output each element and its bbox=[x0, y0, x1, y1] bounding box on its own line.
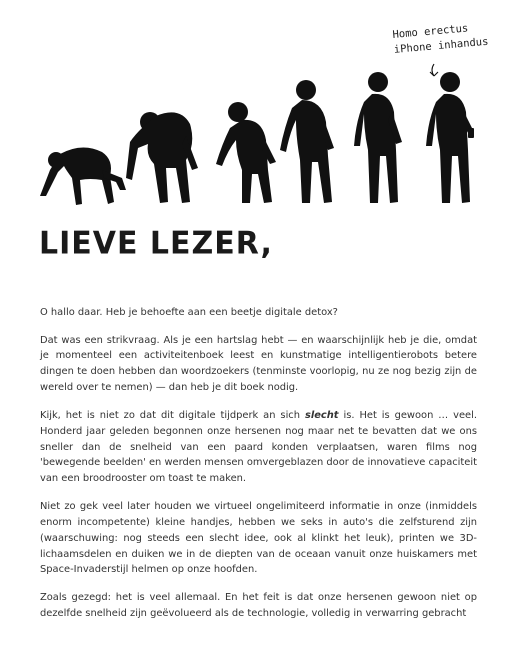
paragraph-2: Dat was een strikvraag. Als je een hartslag hebt — en waarschijnlijk heb je die, omdat je momenteel een activiteitenboek leest en kunstmatige intelligentierobots betere dingen te doen hebben dan woordzoekers (tenminste voorlopig, nu ze nog bezig zijn de wereld over te nemen) — dan heb je dit boek nodig. bbox=[40, 334, 477, 394]
body-text bbox=[40, 305, 477, 633]
ape-silhouette bbox=[126, 112, 198, 203]
emphasis-slecht: slecht bbox=[304, 409, 339, 421]
annotation-line-1: Homo erectus bbox=[392, 22, 469, 41]
paragraph-4: Niet zo gek veel later houden we virtueel ongelimiteerd informatie in onze (inmiddels enorm incompetente) kleine handjes, hebben we seks in auto's die zelfsturend zijn (waarschuwing: nog steeds een slecht idee, ook al klinkt het leuk), printen we 3D-lichaamsdelen en duiken we in de diepten van de oceaan vanuit onze huiskamers met Space-Invaderstijl helmen op onze hoofden. bbox=[40, 500, 477, 576]
neanderthal-silhouette bbox=[280, 80, 334, 203]
paragraph-1: O hallo daar. Heb je behoefte aan een beetje digitale detox? bbox=[40, 307, 338, 318]
phone-icon bbox=[468, 128, 474, 138]
paragraph-3 bbox=[40, 408, 477, 488]
annotation-line-2: iPhone inhandus bbox=[393, 35, 489, 56]
hand-drawn-arrow-icon bbox=[430, 64, 438, 76]
human-silhouette bbox=[354, 72, 402, 203]
page-heading: LIEVE LEZER, bbox=[39, 225, 273, 262]
paragraph-5: Zoals gezegd: het is veel allemaal. En het feit is dat onze hersenen gewoon niet op dezelfde snelheid zijn geëvolueerd als de technologie, volledig in verwarring gebracht bbox=[40, 591, 477, 619]
paragraph-3-end: is. Het is gewoon … veel. Honderd jaar geleden begonnen onze hersenen nog maar net te bevatten dat we ons sneller dan de snelheid van een paard konden verplaatsen, waren films nog 'bewegende beelden' en werden mensen omvergeblazen door de innovatieve capaciteit van een broodrooster om toast te maken. bbox=[40, 409, 477, 485]
hominid-silhouette bbox=[216, 102, 276, 203]
chimp-silhouette bbox=[40, 147, 126, 205]
paragraph-3-start: Kijk, het is niet zo dat dit digitale tijdperk an sich bbox=[40, 409, 305, 421]
phone-human-silhouette bbox=[426, 72, 474, 203]
